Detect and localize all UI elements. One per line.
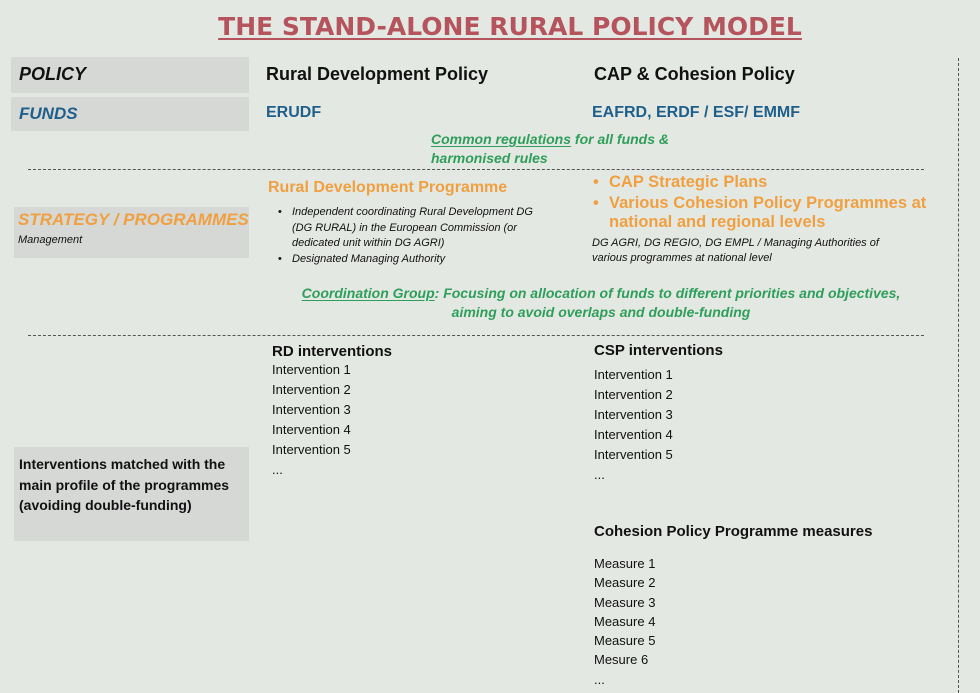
list-item: Measure 4 <box>594 613 656 629</box>
rdp-bullet-list <box>274 205 554 267</box>
list-item: Mesure 6 <box>594 652 649 668</box>
list-item: Intervention 5 <box>272 442 351 457</box>
list-item: Intervention 5 <box>594 447 673 462</box>
cap-cohesion-policy-heading: CAP & Cohesion Policy <box>594 64 795 84</box>
list-item: Measure 1 <box>594 556 656 571</box>
interventions-label-box <box>14 447 249 541</box>
rural-fund-name: ERUDF <box>266 104 322 121</box>
strategy-label: STRATEGY / PROGRAMMES <box>18 210 249 229</box>
list-item: Measure 5 <box>594 633 656 649</box>
list-item: ... <box>594 671 605 687</box>
funds-label-box <box>11 97 249 131</box>
list-item: Measure 3 <box>594 594 656 610</box>
strategy-label-box <box>14 207 249 258</box>
right-border-line <box>958 58 959 693</box>
cap-management-note: DG AGRI, DG REGIO, DG EMPL / Managing Authorities of various programmes at national level <box>592 237 879 264</box>
rd-interventions-heading: RD interventions <box>272 343 393 360</box>
coordination-group-rest: : Focusing on allocation of funds to different priorities and objectives, <box>434 285 901 301</box>
rural-development-policy-heading: Rural Development Policy <box>266 64 489 84</box>
coordination-group-line2: aiming to avoid overlaps and double-funding <box>451 304 751 320</box>
list-item: Intervention 4 <box>272 422 351 437</box>
common-regulations-line2: harmonised rules <box>431 150 548 166</box>
list-item: Intervention 2 <box>272 382 351 397</box>
funds-label: FUNDS <box>19 104 78 123</box>
interventions-label: Interventions matched with the main profile of the programmes (avoiding double-funding) <box>19 456 230 513</box>
cap-strategy-item: • CAP Strategic Plans <box>593 173 938 192</box>
rdp-heading: Rural Development Programme <box>268 179 508 196</box>
common-regulations-rest: for all funds & <box>571 131 670 147</box>
list-item: Intervention 4 <box>594 427 673 442</box>
csp-interventions-list <box>594 365 673 485</box>
rd-interventions-list <box>272 360 351 480</box>
list-item: Intervention 1 <box>272 362 351 377</box>
coordination-group-note <box>0 284 980 322</box>
cap-strategy-list <box>593 173 938 232</box>
policy-label-box <box>11 57 249 93</box>
list-item: Intervention 2 <box>594 387 673 402</box>
list-item: ... <box>272 462 283 477</box>
section-divider <box>28 169 924 170</box>
management-sublabel: Management <box>18 234 83 246</box>
list-item: Measure 2 <box>594 575 656 591</box>
list-item: Intervention 1 <box>594 367 673 382</box>
list-item: ... <box>594 467 605 482</box>
csp-interventions-heading: CSP interventions <box>594 342 723 359</box>
cap-fund-names: EAFRD, ERDF / ESF/ EMMF <box>592 104 800 121</box>
cohesion-measures-list <box>594 554 655 689</box>
common-regulations-note <box>431 130 731 168</box>
section-divider <box>28 335 924 336</box>
list-item: Intervention 3 <box>272 402 351 417</box>
cohesion-measures-heading: Cohesion Policy Programme measures <box>594 523 873 540</box>
page-title: THE STAND-ALONE RURAL POLICY MODEL <box>218 12 802 41</box>
rdp-bullet: • Designated Managing Authority <box>274 252 554 268</box>
list-item: Intervention 3 <box>594 407 673 422</box>
cap-strategy-item: • Various Cohesion Policy Programmes at national and regional levels <box>593 194 938 232</box>
rdp-bullet: • Independent coordinating Rural Development DG (DG RURAL) in the European Commission (or dedicated unit within DG AGRI) <box>274 205 554 252</box>
policy-label: POLICY <box>19 64 87 84</box>
coordination-group-link: Coordination Group <box>301 285 435 301</box>
common-regulations-link: Common regulations <box>431 131 572 147</box>
